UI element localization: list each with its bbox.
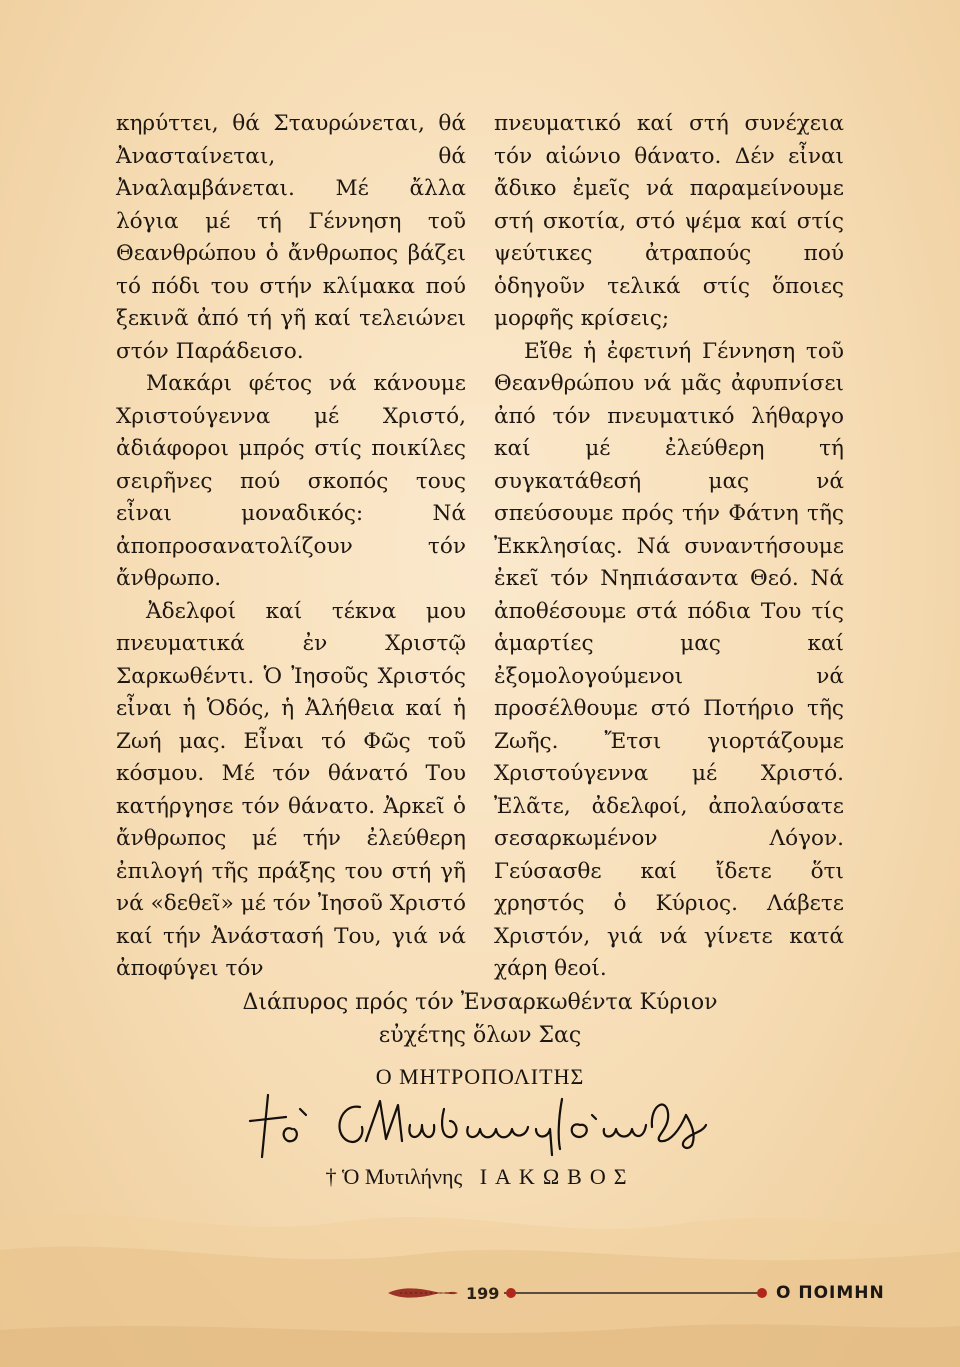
left-column [116,108,466,986]
right-column [494,108,844,986]
name-caps: ΙΑΚΩΒΟΣ [479,1164,635,1189]
name-prefix: † Ὁ Μυτιλήνης [325,1164,463,1189]
handwritten-signature [240,1085,720,1165]
closing-line: εὐχέτης ὅλων Σας [378,1023,582,1048]
paragraph: Μακάρι φέτος νά κάνουμε Χριστούγεννα μέ Χριστό, ἀδιάφοροι μπρός στίς ποικίλες σειρῆνες πού σκοπός τους εἶναι μοναδικός: Νά ἀποπροσανατολίζουν τόν ἄνθρωπο. [116,371,466,591]
closing-line: Διάπυρος πρός τόν Ἐνσαρκωθέντα Κύριον [242,990,718,1015]
paragraph: πνευματικό καί στή συνέχεια τόν αἰώνιο θάνατο. Δέν εἶναι ἄδικο ἐμεῖς νά παραμείνουμε στή σκοτία, στό ψέμα καί στίς ψεύτικες ἀτραπούς πού ὁδηγοῦν τελικά στίς ὅποιες μορφῆς κρίσεις; [494,111,844,331]
page-number: 199 [466,1284,500,1303]
parchment-scroll-decoration [0,1180,960,1367]
paragraph: κηρύττει, θά Σταυρώνεται, θά Ἀνασταίνεται, θά Ἀναλαμβάνεται. Μέ ἄλλα λόγια μέ τή Γέννηση τοῦ Θεανθρώπου ὁ ἄνθρωπος βάζει τό πόδι του στήν κλίμακα πού ξεκινᾶ ἀπό τή γῆ καί τελειώνει στόν Παράδεισο. [116,111,466,364]
signatory-title: Ο ΜΗΤΡΟΠΟΛΙΤΗΣ [375,1064,585,1089]
paragraph: Ἀδελφοί καί τέκνα μου πνευματικά ἐν Χριστῷ Σαρκωθέντι. Ὁ Ἰησοῦς Χριστός εἶναι ἡ Ὁδός, ἡ Ἀλήθεια καί ἡ Ζωή μας. Εἶναι τό Φῶς τοῦ κόσμου. Μέ τόν θάνατό Του κατήργησε τόν θάνατο. Ἀρκεῖ ὁ ἄνθρωπος μέ τήν ἐλεύθερη ἐπιλογή τῆς πράξης του στή γῆ νά «δεθεῖ» μέ τόν Ἰησοῦ Χριστό καί τήν Ἀνάστασή Του, γιά νά ἀποφύγει τόν [116,598,466,981]
magazine-name: Ο ΠΟΙΜΗΝ [776,1283,885,1303]
paragraph: Εἴθε ἡ ἐφετινή Γέννηση τοῦ Θεανθρώπου νά μᾶς ἀφυπνίσει ἀπό τόν πνευματικό λήθαργο καί μέ ἐλεύθερη τή συγκατάθεσή μας νά σπεύσουμε πρός τήν Φάτνη τῆς Ἐκκλησίας. Νά συναντήσουμε ἐκεῖ τόν Νηπιάσαντα Θεό. Νά ἀποθέσουμε στά πόδια Του τίς ἁμαρτίες μας καί ἐξομολογούμενοι νά προσέλθουμε στό Ποτήριο τῆς Ζωῆς. Ἔτσι γιορτάζουμε Χριστούγεννα μέ Χριστό. Ἐλᾶτε, ἀδελφοί, ἀπολαύσατε σεσαρκωμένον Λόγον. Γεύσασθε καί ἴδετε ὅτι χρηστός ὁ Κύριος. Λάβετε Χριστόν, γιά νά γίνετε κατά χάρη θεοί. [494,338,844,981]
